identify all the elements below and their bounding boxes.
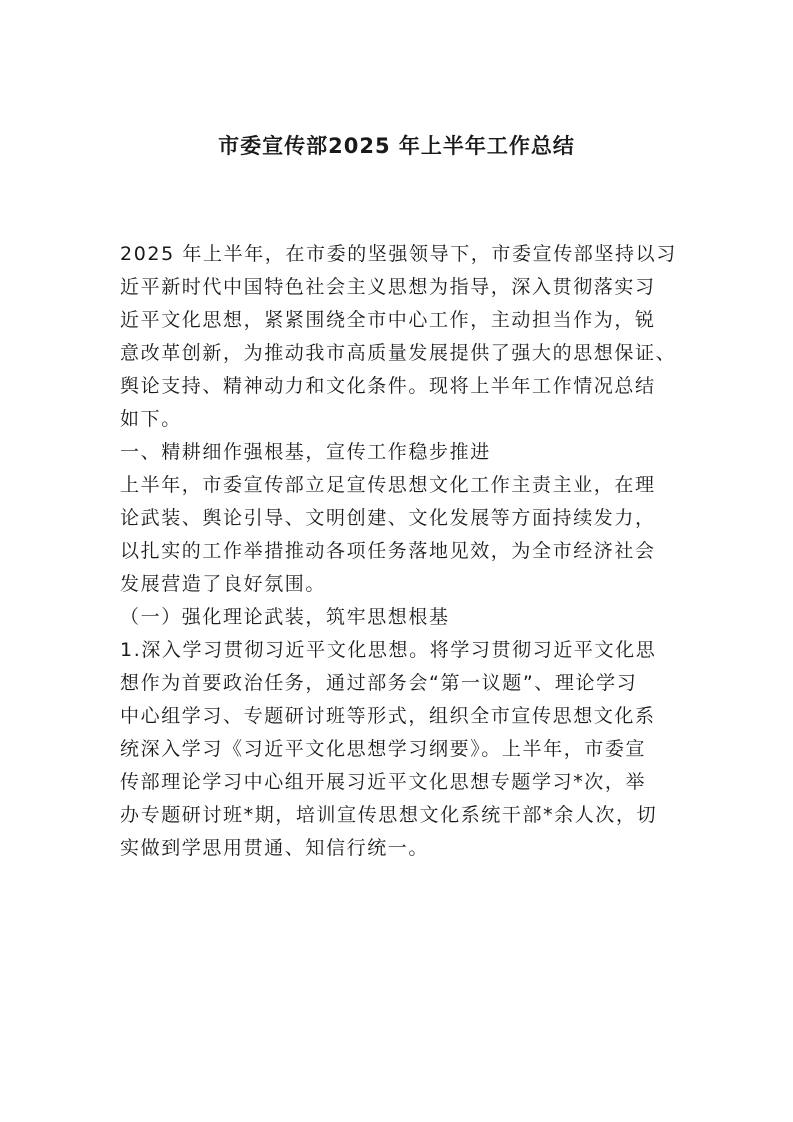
- paragraph-item1-line-6: 办专题研讨班*期，培训宣传思想文化系统干部*余人次，切: [120, 804, 658, 826]
- paragraph-item1-line-1: 1.深入学习贯彻习近平文化思想。将学习贯彻习近平文化思: [120, 639, 657, 661]
- paragraph-item1-line-4: 统深入学习《习近平文化思想学习纲要》。上半年，市委宣: [120, 738, 647, 760]
- document-title: 市委宣传部2025 年上半年工作总结: [218, 134, 575, 158]
- paragraph-section1-line-3: 以扎实的工作举措推动各项任务落地见效，为全市经济社会: [120, 540, 656, 562]
- paragraph-section1-line-2: 论武装、舆论引导、文明创建、文化发展等方面持续发力，: [120, 507, 656, 529]
- paragraph-item1-line-3: 中心组学习、专题研讨班等形式，组织全市宣传思想文化系: [120, 705, 656, 727]
- paragraph-item1-line-2: 想作为首要政治任务，通过部务会“第一议题”、理论学习: [120, 672, 638, 694]
- paragraph-intro-line-1: 2025 年上半年，在市委的坚强领导下，市委宣传部坚持以习: [120, 243, 677, 265]
- paragraph-intro-line-6: 如下。: [120, 408, 182, 430]
- paragraph-intro-line-5: 舆论支持、精神动力和文化条件。现将上半年工作情况总结: [120, 375, 656, 397]
- paragraph-section1-line-4: 发展营造了良好氛围。: [120, 573, 327, 595]
- paragraph-intro-line-4: 意改革创新，为推动我市高质量发展提供了强大的思想保证、: [120, 342, 677, 364]
- subsection-heading-1: （一）强化理论武装，筑牢思想根基: [120, 606, 450, 628]
- paragraph-item1-line-5: 传部理论学习中心组开展习近平文化思想专题学习*次，举: [120, 771, 647, 793]
- paragraph-intro-line-2: 近平新时代中国特色社会主义思想为指导，深入贯彻落实习: [120, 276, 656, 298]
- paragraph-section1-line-1: 上半年，市委宣传部立足宣传思想文化工作主责主业，在理: [120, 474, 656, 496]
- paragraph-item1-line-7: 实做到学思用贯通、知信行统一。: [120, 837, 430, 859]
- document-body: [120, 238, 686, 865]
- paragraph-intro-line-3: 近平文化思想，紧紧围绕全市中心工作，主动担当作为，锐: [120, 309, 656, 331]
- section-heading-1: 一、精耕细作强根基，宣传工作稳步推进: [120, 441, 491, 463]
